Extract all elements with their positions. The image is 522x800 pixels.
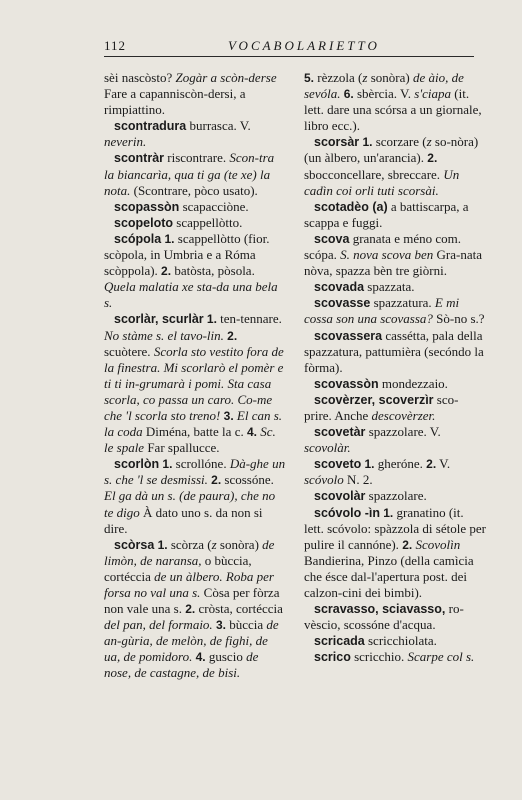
dictionary-entry: [304, 633, 486, 649]
example-text: S. nova scova ben: [340, 247, 434, 263]
headword: scóvolo -ìn: [314, 505, 380, 520]
definition-text: sbèrcia. V.: [353, 86, 415, 102]
sense-number: 3.: [215, 618, 226, 633]
dictionary-entry: [304, 295, 486, 327]
page-header: [104, 36, 474, 57]
definition-text: V.: [436, 456, 451, 472]
definition-text: (Scontrare, pòco usato).: [130, 182, 258, 198]
dictionary-entry: [304, 231, 486, 279]
definition-text: N. 2.: [343, 472, 373, 488]
definition-text: scossóne.: [221, 472, 274, 488]
sense-number: 1.: [164, 231, 175, 246]
headword: scovassòn: [314, 376, 379, 391]
sense-number: 1.: [162, 457, 173, 472]
example-text: de àio, de sevóla.: [304, 70, 464, 102]
definition-text: granatino (it. lett. scóvolo: spàzzola di sétole per pulire il cannóne).: [304, 504, 486, 552]
sense-number: 1.: [157, 537, 168, 552]
sense-number: 2.: [402, 537, 413, 552]
example-text: No stàme s. el tavo-lin.: [104, 327, 224, 343]
dictionary-entry: [304, 134, 486, 198]
example-text: de an-gùria, de melòn, de fighi, de ua, de pomidoro.: [104, 617, 279, 665]
sense-number: 2.: [185, 602, 196, 617]
headword: scoveto: [314, 457, 362, 472]
definition-text: sèi nascòsto?: [104, 70, 176, 85]
dictionary-entry: [304, 505, 486, 602]
definition-text: spazzolare.: [365, 488, 427, 504]
definition-text: mondezzaio.: [378, 375, 448, 391]
definition-text: ten-tennare.: [216, 311, 282, 327]
definition-text: scòrza (: [167, 536, 212, 552]
definition-text: À dato uno s. da non si dire.: [104, 504, 263, 536]
dictionary-entry: [304, 488, 486, 504]
definition-text: o bùccia, cortéccia: [104, 552, 252, 584]
definition-text: spazzolare. V.: [365, 424, 441, 440]
headword: scotadèo (a): [314, 199, 388, 214]
dictionary-entry: [304, 328, 486, 376]
sense-number: 2.: [227, 328, 238, 343]
headword: scovolàr: [314, 489, 366, 504]
dictionary-entry: [304, 392, 486, 424]
definition-text: granata e méno com. scópa.: [304, 230, 461, 263]
definition-text: sonòra): [216, 536, 263, 552]
dictionary-entry: [104, 537, 286, 682]
definition-text: scapacciòne.: [179, 198, 249, 214]
example-text: Scorla sto vestito fora de la finestra. Mi scorlarò el pomèr e ti ti in-grumarà i pomi. Sta casa scorla, co passa un caro. Co-me che 'l scorla sto treno!: [104, 343, 284, 423]
dictionary-entry: [104, 199, 286, 215]
definition-text: rèzzola (: [314, 70, 363, 85]
definition-text: cròsta, cortéccia: [195, 601, 283, 617]
definition-text: scricchiolata.: [364, 633, 437, 649]
dictionary-entry: [304, 424, 486, 456]
headword: scova: [314, 231, 350, 246]
example-text: scovolàr.: [304, 440, 351, 456]
example-text: z: [362, 70, 368, 85]
definition-text: ro-vèscio, scossóne d'acqua.: [304, 601, 464, 633]
definition-text: bùccia: [225, 617, 267, 633]
sense-number: 2.: [161, 264, 172, 279]
example-text: Zogàr a scòn-derse: [175, 70, 277, 85]
headword: scorlòn: [114, 457, 160, 472]
headword: scontradura: [114, 119, 187, 134]
definition-text: a battiscarpa, a scappa e fuggi.: [304, 198, 469, 230]
example-text: z: [426, 134, 432, 150]
headword: scovasse: [314, 296, 371, 311]
definition-text: scrollóne.: [172, 456, 230, 472]
headword: scopassòn: [114, 199, 180, 214]
dictionary-entry: [104, 215, 286, 231]
example-text: El can s. la coda: [104, 407, 283, 440]
example-text: de limòn, de naransa,: [104, 536, 275, 568]
headword: scrico: [314, 650, 351, 665]
sense-number: 3.: [223, 408, 234, 423]
example-text: de un àlbero. Roba per forsa no val una s.: [104, 568, 274, 600]
definition-text: cassétta, pala della spazzatura, pattumièra (secóndo la fòrma).: [304, 327, 484, 375]
sense-number: 1.: [364, 457, 375, 472]
dictionary-entry: [104, 70, 286, 118]
definition-text: Bandierina, Pinzo (della camìcia che ésce dal-l'apertura post. dei calzon-cini dei bimbi).: [304, 552, 474, 600]
example-text: del pan, del formaio.: [104, 617, 213, 633]
definition-text: scricchio.: [350, 649, 408, 665]
sense-number: 1.: [383, 505, 394, 520]
definition-text: Fare a capanniscòn-dersi, a rimpiattino.: [104, 86, 246, 118]
definition-text: burrasca. V.: [186, 118, 251, 134]
headword: scontràr: [114, 151, 165, 166]
page-number: 112: [104, 38, 127, 53]
sense-number: 6.: [343, 87, 354, 102]
dictionary-entry: [104, 118, 286, 150]
sense-number: 4.: [246, 425, 257, 440]
sense-number: 1.: [362, 135, 373, 150]
definition-text: Gra-nata nòva, spazza bèn tre giòrni.: [304, 247, 482, 279]
headword: scópola: [114, 231, 162, 246]
left-column: [104, 70, 286, 682]
headword: scovassera: [314, 328, 383, 343]
sense-number: 2.: [211, 473, 222, 488]
headword: scovèrzer, scoverzìr: [314, 392, 434, 407]
definition-text: scappellòtto (fior. scòpola, in Umbria e a Róma scòppola).: [104, 230, 270, 279]
dictionary-entry: [304, 279, 486, 295]
definition-text: sonòra): [367, 70, 413, 85]
sense-number: 1.: [206, 312, 217, 327]
example-text: Scovolìn: [415, 536, 461, 552]
definition-text: sco-prire. Anche: [304, 391, 459, 423]
example-text: neverin.: [104, 134, 147, 150]
example-text: z: [211, 536, 217, 552]
example-text: El ga dà un s. (de paura), che no te digo: [104, 488, 276, 520]
definition-text: guscio: [205, 649, 247, 665]
running-title: VOCABOLARIETTO: [228, 38, 380, 53]
sense-number: 2.: [427, 151, 438, 166]
definition-text: Diména, batte la c.: [142, 424, 247, 440]
example-text: Scon-tra la biancarìa, qua ti ga (te xe) la nota.: [104, 150, 275, 198]
definition-text: batòsta, pòsola.: [171, 263, 255, 279]
dictionary-entry: [304, 70, 486, 134]
dictionary-entry: [304, 199, 486, 231]
definition-text: Còsa per fòrza non vale una s.: [104, 585, 280, 617]
example-text: Un cadìn coi orli tuti scorsài.: [304, 166, 460, 198]
headword: scopeloto: [114, 215, 174, 230]
dictionary-entry: [104, 150, 286, 198]
dictionary-entry: [304, 649, 486, 665]
definition-text: spazzatura.: [370, 295, 435, 311]
headword: scòrsa: [114, 537, 155, 552]
headword: scorsàr: [314, 135, 360, 150]
example-text: de nose, de castagne, de bisi.: [104, 649, 259, 681]
headword: scorlàr, scurlàr: [114, 312, 204, 327]
dictionary-entry: [304, 376, 486, 392]
definition-text: scuòtere.: [104, 343, 154, 359]
dictionary-entry: [104, 311, 286, 456]
example-text: s'ciapa: [414, 86, 452, 102]
definition-text: scappellòtto.: [173, 214, 243, 230]
sense-number: 4.: [195, 650, 206, 665]
right-column: [304, 70, 486, 665]
headword: scricada: [314, 634, 365, 649]
definition-text: Far spallucce.: [144, 440, 220, 456]
definition-text: Sò-no s.?: [432, 311, 485, 327]
definition-text: so-nòra) (un àlbero, un'arancia).: [304, 134, 479, 166]
example-text: descovèrzer.: [371, 407, 436, 423]
sense-number: 2.: [426, 457, 437, 472]
definition-text: riscontrare.: [164, 150, 230, 166]
definition-text: gheróne.: [374, 456, 427, 472]
dictionary-entry: [304, 456, 486, 488]
example-text: Sc. le spale: [104, 424, 276, 456]
definition-text: (it. lett. dare una scórsa a un giornale, libro ecc.).: [304, 86, 482, 134]
example-text: Scarpe col s.: [407, 649, 475, 665]
headword: scravasso, sciavasso,: [314, 602, 446, 617]
definition-text: scorzare (: [372, 134, 427, 150]
example-text: Quela malatia xe sta-da una bela s.: [104, 279, 278, 311]
dictionary-entry: [104, 456, 286, 536]
definition-text: sbocconcellare, sbreccare.: [304, 166, 444, 182]
headword: scovetàr: [314, 425, 366, 440]
example-text: scóvolo: [304, 472, 344, 488]
example-text: E mi cossa son una scovassa?: [304, 295, 460, 327]
dictionary-entry: [304, 601, 486, 633]
headword: scovada: [314, 280, 365, 295]
definition-text: spazzata.: [364, 279, 415, 295]
sense-number: 5.: [304, 71, 315, 85]
example-text: Dà-ghe un s. che 'l se desmissi.: [104, 456, 286, 488]
dictionary-entry: [104, 231, 286, 311]
